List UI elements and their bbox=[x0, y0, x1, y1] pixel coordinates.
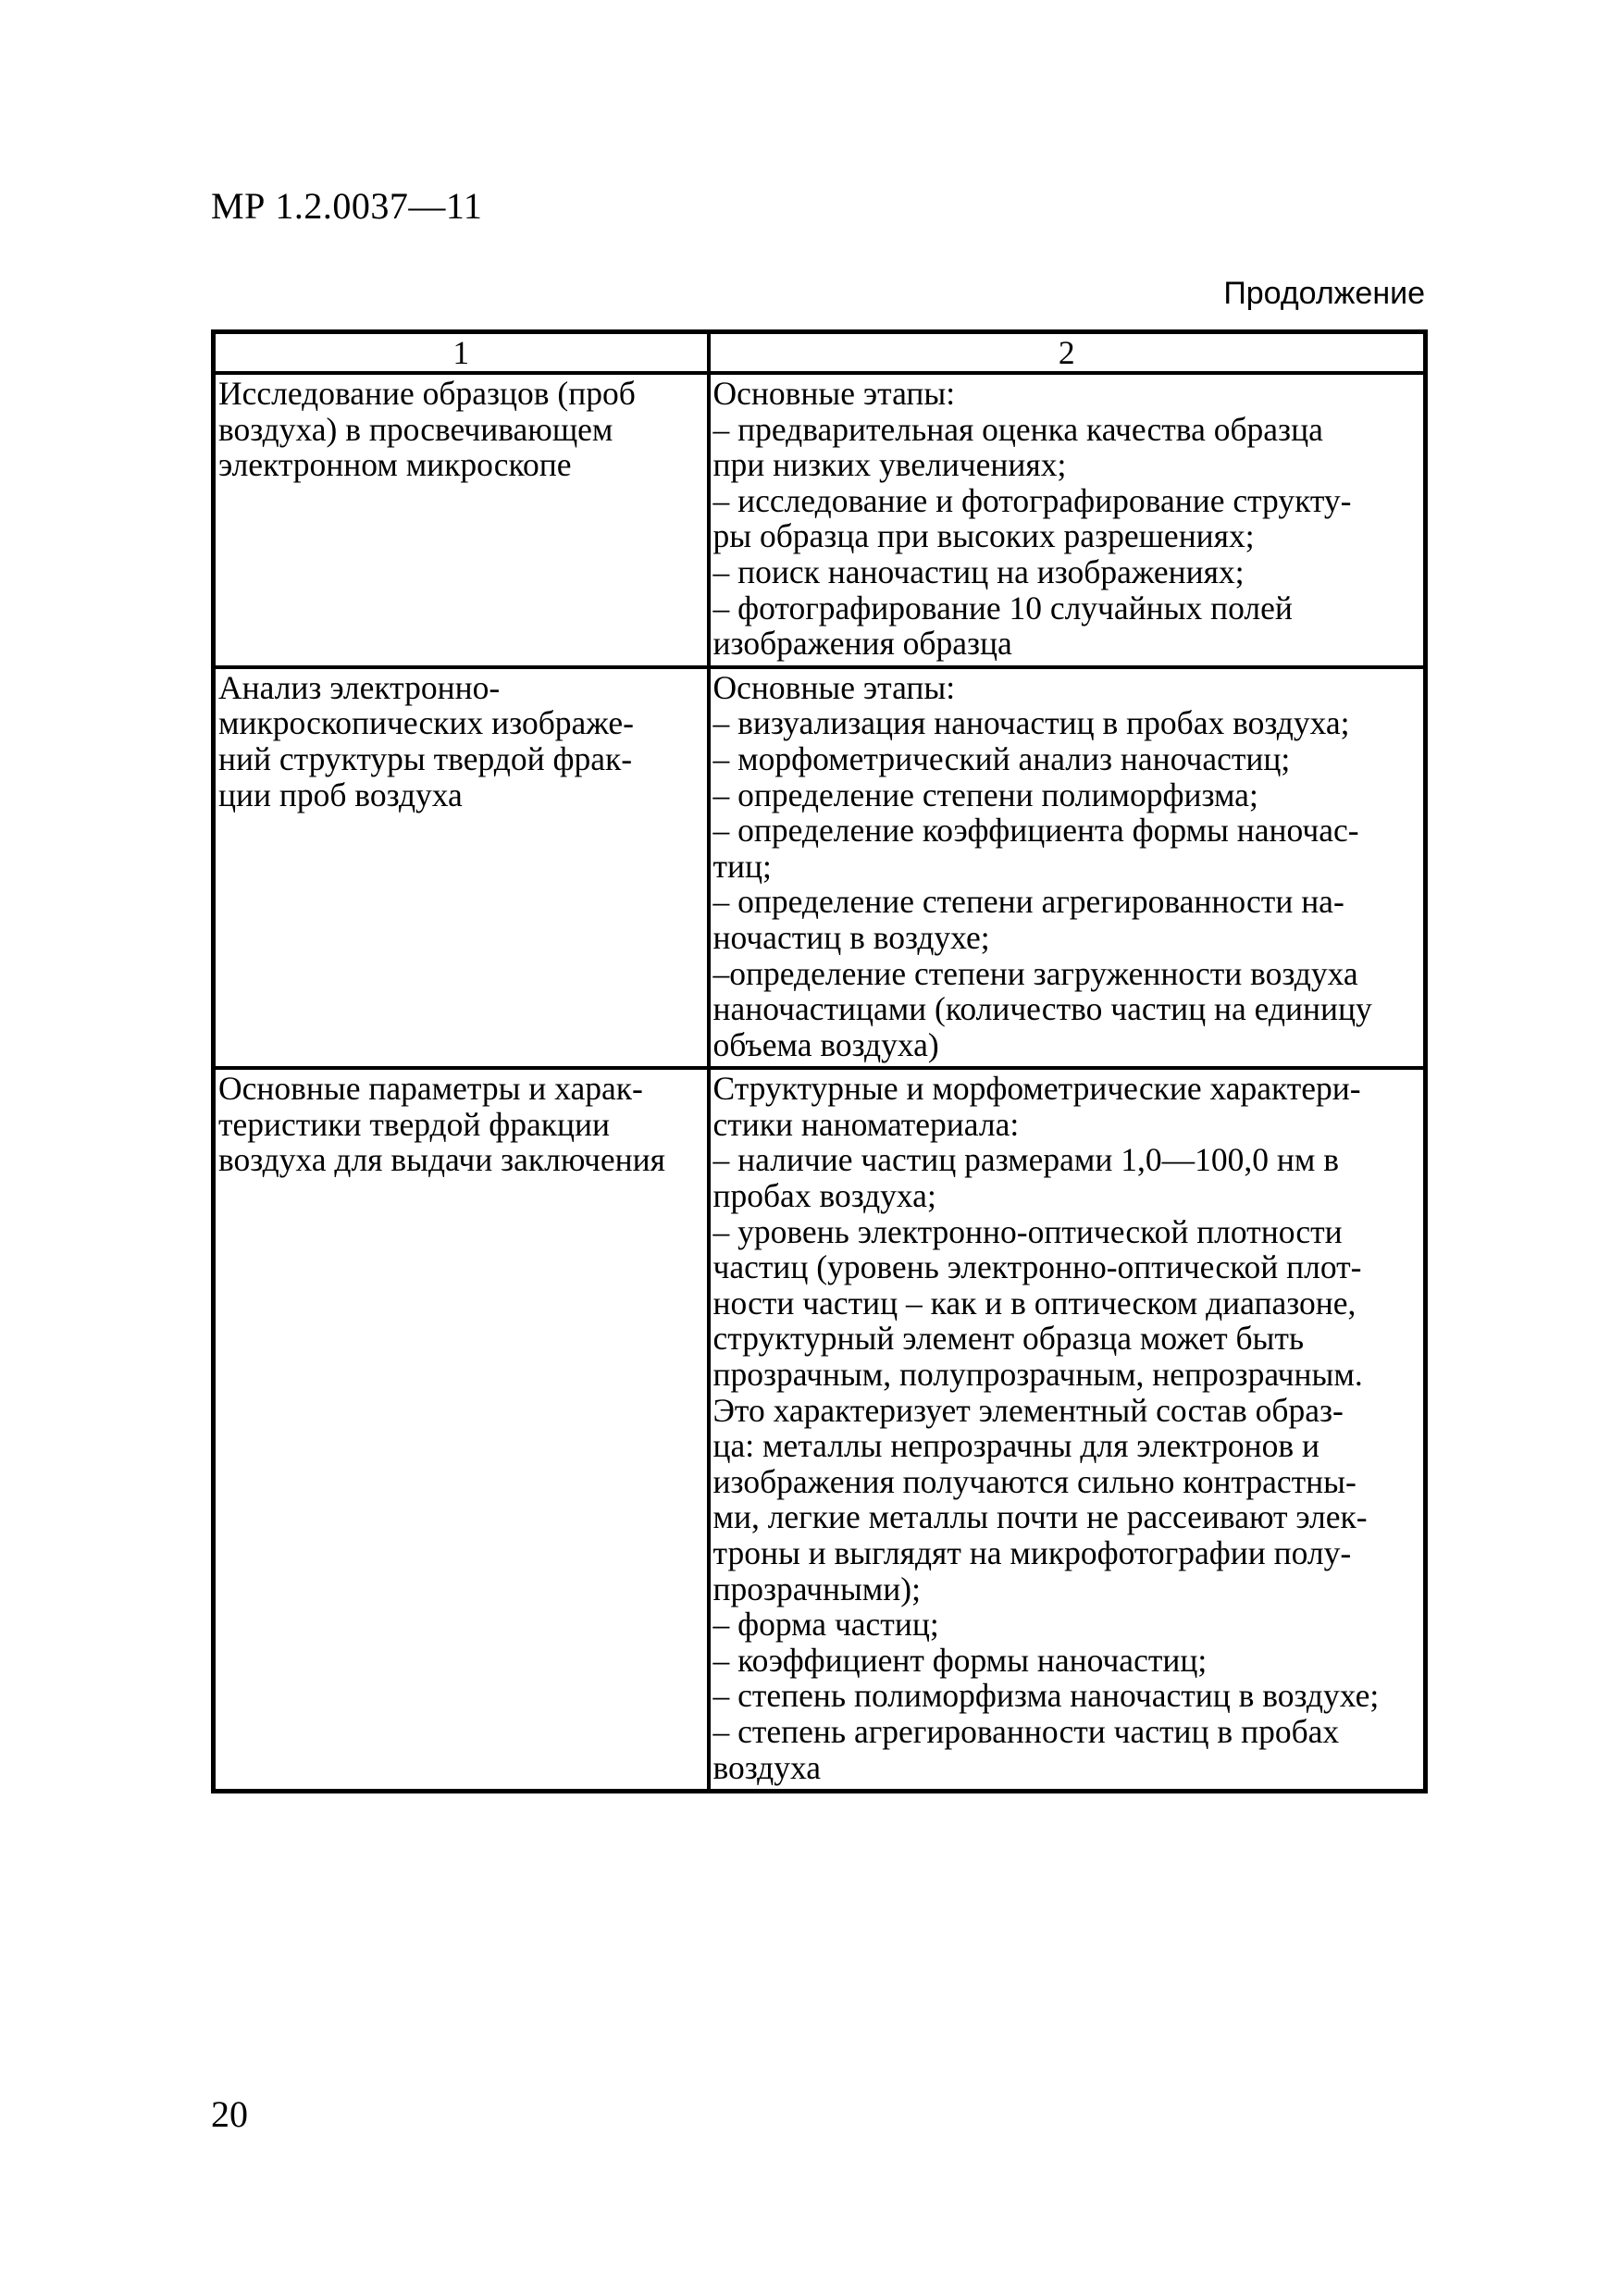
cell-line: воздуха) в просвечивающем bbox=[218, 410, 613, 448]
cell-line: объема воздуха) bbox=[712, 1025, 939, 1063]
cell-line: – фотографирование 10 случайных полей bbox=[712, 589, 1293, 627]
cell-line: – форма частиц; bbox=[712, 1606, 939, 1644]
cell-line: ности частиц – как и в оптическом диапазоне, bbox=[712, 1284, 1357, 1322]
cell-line: – определение степени агрегированности на- bbox=[712, 883, 1344, 921]
column-header-1: 1 bbox=[214, 332, 709, 374]
cell-line: Основные параметры и харак- bbox=[218, 1070, 643, 1108]
cell-line: – определение степени полиморфизма; bbox=[712, 776, 1258, 813]
main-table bbox=[211, 329, 1428, 1793]
cell-line: – морфометрический анализ наночастиц; bbox=[712, 739, 1291, 777]
row-1-right-cell bbox=[709, 373, 1426, 667]
cell-line: воздуха bbox=[712, 1748, 822, 1786]
cell-line: прозрачными); bbox=[712, 1570, 921, 1607]
cell-line: частиц (уровень электронно-оптической плот- bbox=[712, 1248, 1362, 1286]
cell-line: – исследование и фотографирование структу- bbox=[712, 481, 1352, 519]
table-row bbox=[214, 1068, 1426, 1791]
cell-line: воздуха для выдачи заключения bbox=[218, 1141, 665, 1179]
cell-line: структурный элемент образца может быть bbox=[712, 1320, 1305, 1358]
table-row bbox=[214, 373, 1426, 667]
row-2-right-cell bbox=[709, 667, 1426, 1069]
column-header-2: 2 bbox=[709, 332, 1426, 374]
cell-line: Анализ электронно- bbox=[218, 668, 501, 706]
cell-line: стики наноматериала: bbox=[712, 1105, 1020, 1143]
cell-line: Основные этапы: bbox=[712, 668, 956, 706]
row-1-left-cell bbox=[214, 373, 709, 667]
cell-line: – предварительная оценка качества образца bbox=[712, 410, 1323, 448]
cell-line: прозрачным, полупрозрачным, непрозрачным. bbox=[712, 1356, 1363, 1394]
cell-line: троны и выглядят на микрофотографии полу- bbox=[712, 1534, 1352, 1571]
document-code: МР 1.2.0037—11 bbox=[211, 185, 483, 227]
cell-line: теристики твердой фракции bbox=[218, 1105, 610, 1143]
cell-line: Исследование образцов (проб bbox=[218, 375, 636, 412]
row-2-left-cell bbox=[214, 667, 709, 1069]
cell-line: изображения образца bbox=[712, 625, 1012, 663]
cell-line: – поиск наночастиц на изображениях; bbox=[712, 552, 1245, 590]
cell-line: – наличие частиц размерами 1,0—100,0 нм в bbox=[712, 1141, 1339, 1179]
row-3-left-cell bbox=[214, 1068, 709, 1791]
continuation-label: Продолжение bbox=[1223, 276, 1425, 311]
cell-line: ции проб воздуха bbox=[218, 776, 463, 813]
cell-line: Это характеризует элементный состав образ- bbox=[712, 1391, 1344, 1429]
cell-line: – уровень электронно-оптической плотности bbox=[712, 1212, 1343, 1250]
cell-line: электронном микроскопе bbox=[218, 446, 572, 484]
cell-line: Основные этапы: bbox=[712, 375, 956, 412]
table-row bbox=[214, 667, 1426, 1069]
cell-line: – коэффициент формы наночастиц; bbox=[712, 1641, 1208, 1679]
cell-line: микроскопических изображе- bbox=[218, 704, 634, 742]
cell-line: – визуализация наночастиц в пробах воздуха; bbox=[712, 704, 1350, 742]
row-3-right-cell bbox=[709, 1068, 1426, 1791]
cell-line: ний структуры твердой фрак- bbox=[218, 739, 633, 777]
cell-line: ми, легкие металлы почти не рассеивают элек- bbox=[712, 1498, 1368, 1536]
cell-line: тиц; bbox=[712, 847, 772, 885]
cell-line: – определение коэффициента формы наночас- bbox=[712, 812, 1359, 850]
cell-line: –определение степени загруженности воздуха bbox=[712, 954, 1358, 992]
cell-line: – степень полиморфизма наночастиц в воздухе; bbox=[712, 1677, 1380, 1715]
cell-line: Структурные и морфометрические характери- bbox=[712, 1070, 1361, 1108]
table-header-row bbox=[214, 332, 1426, 374]
cell-line: при низких увеличениях; bbox=[712, 446, 1067, 484]
cell-line: пробах воздуха; bbox=[712, 1177, 936, 1215]
cell-line: изображения получаются сильно контрастны- bbox=[712, 1462, 1357, 1500]
page-number: 20 bbox=[211, 2093, 248, 2135]
cell-line: ца: металлы непрозрачны для электронов и bbox=[712, 1427, 1319, 1465]
cell-line: наночастицами (количество частиц на единицу bbox=[712, 990, 1372, 1028]
cell-line: ры образца при высоких разрешениях; bbox=[712, 517, 1255, 555]
cell-line: – степень агрегированности частиц в пробах bbox=[712, 1712, 1340, 1750]
cell-line: ночастиц в воздухе; bbox=[712, 918, 990, 956]
